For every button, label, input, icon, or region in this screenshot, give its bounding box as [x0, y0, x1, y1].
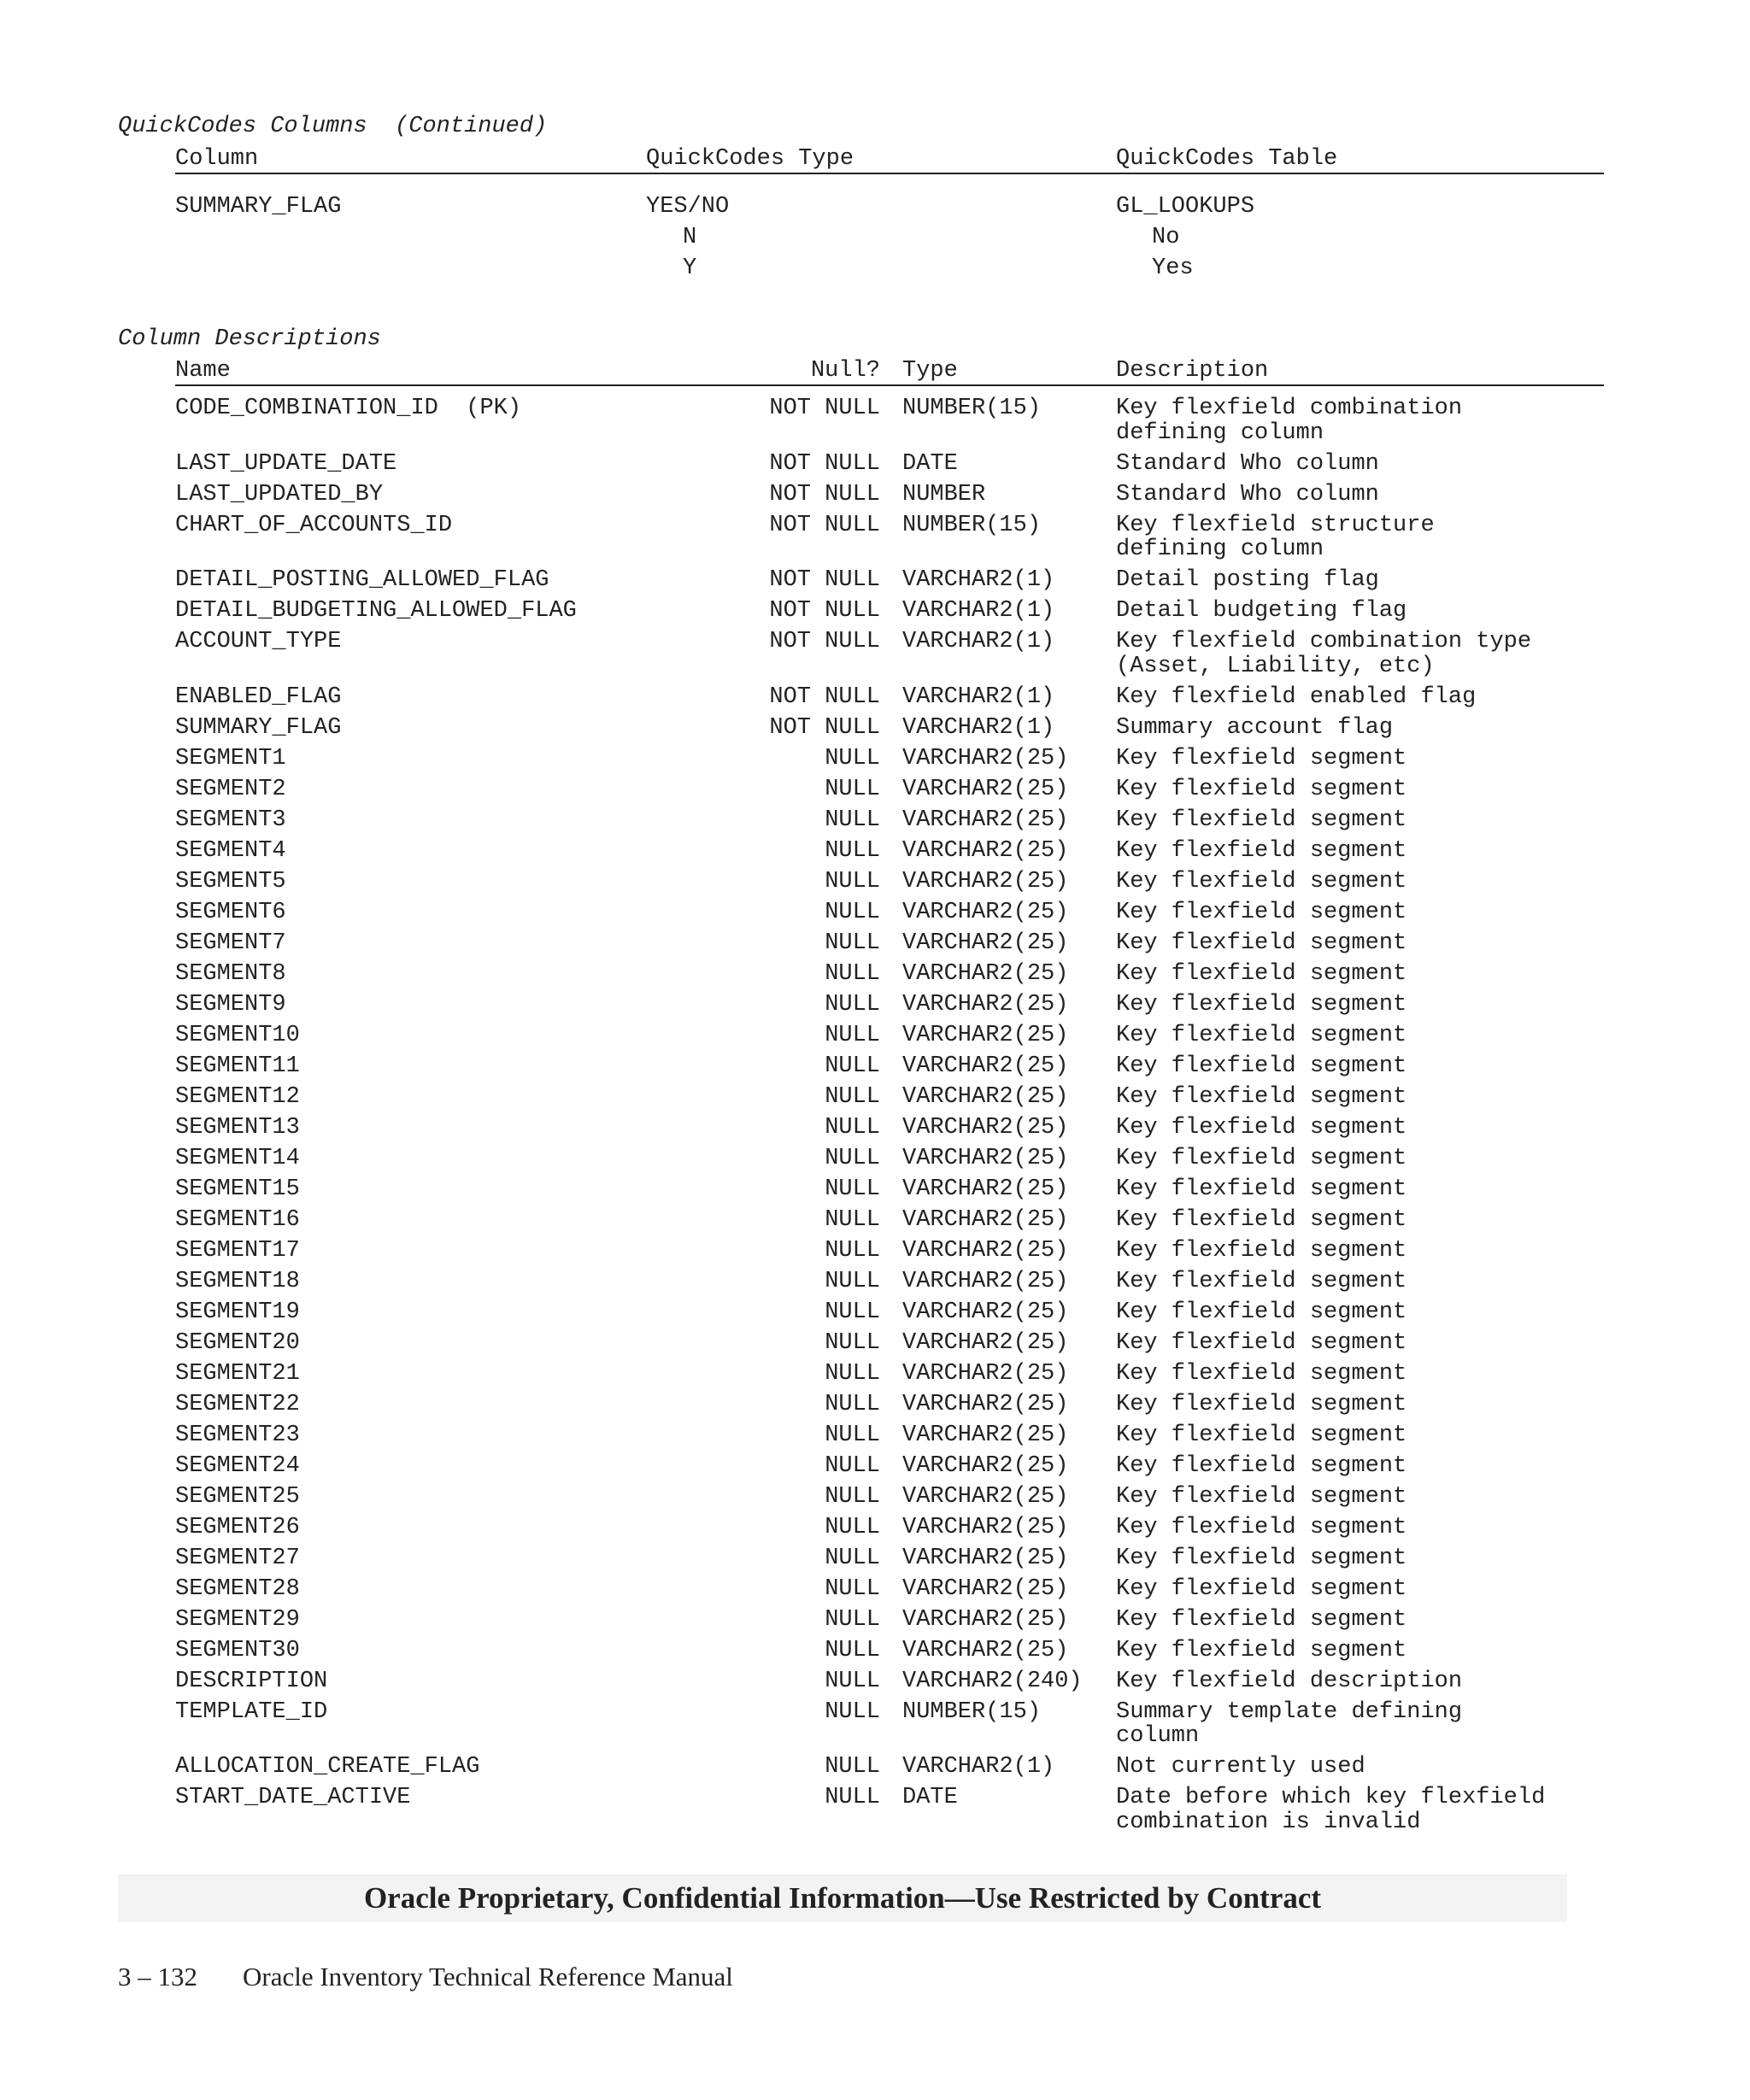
cell-null: NULL — [825, 1422, 880, 1448]
table-row — [0, 1116, 1750, 1147]
cell-description: Key flexfield segment — [1116, 868, 1407, 895]
table-row — [0, 1608, 1750, 1639]
cell-description: Key flexfield segment — [1116, 1145, 1407, 1171]
cell-null: NOT NULL — [769, 683, 880, 710]
desc-header-rule — [175, 384, 1604, 386]
table-row — [0, 1669, 1750, 1700]
qc-header-column: Column — [175, 146, 259, 172]
table-row — [0, 1786, 1750, 1841]
table-row — [0, 1177, 1750, 1208]
qc-cell-type: YES/NO — [646, 194, 730, 220]
cell-description: Key flexfield segment — [1116, 1360, 1407, 1387]
qc-cell-table: Yes — [1152, 255, 1194, 281]
cell-null: NULL — [825, 1514, 880, 1540]
cell-null: NULL — [825, 776, 880, 802]
cell-null: NULL — [825, 899, 880, 925]
cell-type: VARCHAR2(25) — [902, 1545, 1069, 1571]
cell-name: SEGMENT22 — [175, 1391, 300, 1417]
desc-header-desc: Description — [1116, 358, 1269, 384]
cell-name: SEGMENT8 — [175, 960, 286, 987]
cell-name: SEGMENT15 — [175, 1176, 300, 1202]
cell-name: SUMMARY_FLAG — [175, 714, 342, 741]
table-row — [0, 1516, 1750, 1546]
cell-type: VARCHAR2(25) — [902, 1329, 1069, 1356]
cell-null: NULL — [825, 1053, 880, 1079]
table-row — [0, 568, 1750, 599]
table-row — [0, 1054, 1750, 1085]
cell-name: ACCOUNT_TYPE — [175, 629, 342, 654]
table-row — [0, 993, 1750, 1024]
cell-description: Key flexfield segment — [1116, 991, 1407, 1018]
table-row — [0, 1300, 1750, 1331]
cell-type: VARCHAR2(25) — [902, 1145, 1069, 1171]
cell-name: CODE_COMBINATION_ID (PK) — [175, 396, 522, 421]
table-row — [0, 1755, 1750, 1786]
cell-description: Key flexfield segment — [1116, 745, 1407, 771]
cell-description: Key flexfield segment — [1116, 1206, 1407, 1233]
cell-type: VARCHAR2(25) — [902, 930, 1069, 956]
table-row — [0, 1362, 1750, 1393]
manual-title: Oracle Inventory Technical Reference Manual — [243, 1962, 733, 1991]
cell-type: VARCHAR2(1) — [902, 567, 1055, 593]
cell-description: Key flexfield segment — [1116, 1176, 1407, 1202]
cell-name: LAST_UPDATE_DATE — [175, 450, 397, 477]
cell-name: SEGMENT20 — [175, 1329, 300, 1356]
cell-null: NULL — [825, 930, 880, 956]
cell-type: VARCHAR2(25) — [902, 1083, 1069, 1110]
cell-null: NULL — [825, 960, 880, 987]
qc-cell-type: Y — [683, 255, 697, 281]
cell-description: Key flexfield segment — [1116, 1545, 1407, 1571]
cell-type: NUMBER(15) — [902, 1698, 1042, 1725]
cell-null: NULL — [825, 1698, 880, 1725]
cell-name: SEGMENT23 — [175, 1422, 300, 1448]
cell-type: VARCHAR2(25) — [902, 1606, 1069, 1633]
cell-type: VARCHAR2(25) — [902, 1237, 1069, 1264]
cell-name: SEGMENT3 — [175, 807, 286, 833]
cell-description: Key flexfield segment — [1116, 807, 1407, 833]
cell-null: NOT NULL — [769, 629, 880, 654]
cell-name: SEGMENT24 — [175, 1452, 300, 1479]
cell-name: SEGMENT12 — [175, 1083, 300, 1110]
cell-name: LAST_UPDATED_BY — [175, 481, 384, 507]
quickcodes-title: QuickCodes Columns (Continued) — [118, 114, 548, 139]
cell-null: NULL — [825, 1206, 880, 1233]
cell-null: NULL — [825, 1452, 880, 1479]
table-row — [0, 1423, 1750, 1454]
cell-type: VARCHAR2(1) — [902, 598, 1055, 624]
cell-type: VARCHAR2(1) — [902, 629, 1055, 654]
cell-null: NULL — [825, 1391, 880, 1417]
qc-row — [0, 191, 1750, 222]
cell-name: TEMPLATE_ID — [175, 1698, 328, 1725]
cell-type: VARCHAR2(25) — [902, 1422, 1069, 1448]
cell-type: VARCHAR2(1) — [902, 683, 1055, 710]
cell-null: NOT NULL — [769, 567, 880, 593]
cell-description: Key flexfield segment — [1116, 1268, 1407, 1294]
cell-type: VARCHAR2(25) — [902, 807, 1069, 833]
descriptions-table — [0, 396, 1750, 1841]
desc-header-name: Name — [175, 358, 231, 384]
table-row — [0, 1331, 1750, 1362]
cell-null: NULL — [825, 1022, 880, 1048]
cell-description: Summary template defining column — [1116, 1698, 1463, 1749]
cell-null: NULL — [825, 868, 880, 895]
cell-description: Key flexfield combination defining column — [1116, 396, 1463, 446]
cell-null: NULL — [825, 837, 880, 864]
cell-type: VARCHAR2(25) — [902, 1206, 1069, 1233]
cell-type: NUMBER(15) — [902, 512, 1042, 538]
cell-null: NULL — [825, 1176, 880, 1202]
table-row — [0, 1485, 1750, 1516]
cell-null: NULL — [825, 1083, 880, 1110]
table-row — [0, 1546, 1750, 1577]
cell-type: VARCHAR2(25) — [902, 868, 1069, 895]
cell-null: NULL — [825, 991, 880, 1018]
cell-description: Date before which key flexfield combination is invalid — [1116, 1785, 1546, 1835]
cell-name: SEGMENT7 — [175, 930, 286, 956]
cell-type: NUMBER(15) — [902, 396, 1042, 421]
qc-header-rule — [175, 173, 1604, 174]
cell-name: DETAIL_POSTING_ALLOWED_FLAG — [175, 567, 549, 593]
cell-null: NULL — [825, 1545, 880, 1571]
qc-row — [0, 253, 1750, 284]
table-row — [0, 396, 1750, 452]
cell-name: SEGMENT1 — [175, 745, 286, 771]
table-row — [0, 777, 1750, 808]
table-row — [0, 513, 1750, 569]
cell-null: NOT NULL — [769, 714, 880, 741]
cell-type: VARCHAR2(25) — [902, 745, 1069, 771]
table-row — [0, 599, 1750, 630]
cell-description: Key flexfield combination type (Asset, Liability, etc) — [1116, 629, 1532, 679]
cell-name: DESCRIPTION — [175, 1668, 328, 1694]
cell-null: NULL — [825, 1785, 880, 1810]
cell-description: Summary account flag — [1116, 714, 1394, 741]
table-row — [0, 870, 1750, 900]
cell-type: DATE — [902, 1785, 958, 1810]
qc-cell-table: No — [1152, 225, 1180, 250]
desc-header-type: Type — [902, 358, 958, 384]
table-row — [0, 1085, 1750, 1116]
table-row — [0, 716, 1750, 747]
cell-description: Key flexfield segment — [1116, 1422, 1407, 1448]
cell-null: NOT NULL — [769, 481, 880, 507]
cell-type: VARCHAR2(25) — [902, 1360, 1069, 1387]
table-row — [0, 630, 1750, 685]
cell-null: NOT NULL — [769, 598, 880, 624]
table-row — [0, 1454, 1750, 1485]
descriptions-title: Column Descriptions — [118, 326, 381, 352]
cell-null: NULL — [825, 1114, 880, 1141]
table-row — [0, 900, 1750, 931]
cell-description: Key flexfield segment — [1116, 1452, 1407, 1479]
cell-null: NOT NULL — [769, 450, 880, 477]
cell-type: VARCHAR2(240) — [902, 1668, 1083, 1694]
desc-header-null: Null? — [810, 358, 880, 384]
cell-name: SEGMENT18 — [175, 1268, 300, 1294]
cell-type: VARCHAR2(25) — [902, 1483, 1069, 1510]
cell-name: SEGMENT2 — [175, 776, 286, 802]
cell-description: Key flexfield segment — [1116, 1114, 1407, 1141]
table-row — [0, 931, 1750, 962]
cell-null: NULL — [825, 1360, 880, 1387]
table-row — [0, 747, 1750, 777]
table-row — [0, 1270, 1750, 1300]
cell-name: SEGMENT26 — [175, 1514, 300, 1540]
qc-cell-column: SUMMARY_FLAG — [175, 194, 342, 220]
cell-type: VARCHAR2(25) — [902, 1637, 1069, 1663]
cell-description: Key flexfield structure defining column — [1116, 512, 1435, 562]
cell-null: NULL — [825, 1268, 880, 1294]
table-row — [0, 483, 1750, 513]
cell-name: SEGMENT11 — [175, 1053, 300, 1079]
cell-null: NOT NULL — [769, 396, 880, 421]
cell-type: VARCHAR2(1) — [902, 714, 1055, 741]
cell-type: VARCHAR2(25) — [902, 899, 1069, 925]
qc-header-type: QuickCodes Type — [646, 146, 854, 172]
cell-description: Key flexfield segment — [1116, 1637, 1407, 1663]
cell-description: Key flexfield segment — [1116, 1391, 1407, 1417]
cell-type: VARCHAR2(25) — [902, 1514, 1069, 1540]
cell-description: Detail budgeting flag — [1116, 598, 1407, 624]
qc-row — [0, 222, 1750, 253]
confidential-banner: Oracle Proprietary, Confidential Information––Use Restricted by Contract — [118, 1874, 1567, 1922]
cell-type: VARCHAR2(25) — [902, 1452, 1069, 1479]
cell-name: SEGMENT21 — [175, 1360, 300, 1387]
cell-description: Not currently used — [1116, 1754, 1365, 1780]
cell-type: VARCHAR2(25) — [902, 1299, 1069, 1325]
cell-name: SEGMENT13 — [175, 1114, 300, 1141]
cell-description: Key flexfield segment — [1116, 1022, 1407, 1048]
cell-null: NULL — [825, 1483, 880, 1510]
cell-description: Key flexfield segment — [1116, 899, 1407, 925]
cell-null: NULL — [825, 1668, 880, 1694]
table-row — [0, 1639, 1750, 1669]
cell-null: NULL — [825, 1237, 880, 1264]
cell-description: Key flexfield segment — [1116, 1237, 1407, 1264]
cell-name: SEGMENT16 — [175, 1206, 300, 1233]
cell-type: NUMBER — [902, 481, 986, 507]
table-row — [0, 1393, 1750, 1423]
cell-type: DATE — [902, 450, 958, 477]
cell-null: NULL — [825, 1299, 880, 1325]
cell-type: VARCHAR2(25) — [902, 1268, 1069, 1294]
table-row — [0, 1239, 1750, 1270]
cell-description: Key flexfield segment — [1116, 1606, 1407, 1633]
cell-null: NULL — [825, 1606, 880, 1633]
cell-description: Key flexfield segment — [1116, 960, 1407, 987]
table-row — [0, 839, 1750, 870]
cell-description: Detail posting flag — [1116, 567, 1379, 593]
cell-name: SEGMENT10 — [175, 1022, 300, 1048]
cell-null: NULL — [825, 1329, 880, 1356]
cell-name: CHART_OF_ACCOUNTS_ID — [175, 512, 453, 538]
qc-cell-table: GL_LOOKUPS — [1116, 194, 1255, 220]
cell-type: VARCHAR2(25) — [902, 1575, 1069, 1602]
cell-description: Key flexfield segment — [1116, 1329, 1407, 1356]
cell-type: VARCHAR2(1) — [902, 1754, 1055, 1780]
cell-description: Key flexfield segment — [1116, 1483, 1407, 1510]
cell-type: VARCHAR2(25) — [902, 1114, 1069, 1141]
cell-description: Standard Who column — [1116, 481, 1379, 507]
cell-description: Key flexfield segment — [1116, 1514, 1407, 1540]
cell-description: Key flexfield description — [1116, 1668, 1463, 1694]
cell-null: NULL — [825, 1754, 880, 1780]
cell-name: SEGMENT5 — [175, 868, 286, 895]
table-row — [0, 685, 1750, 716]
table-row — [0, 1700, 1750, 1756]
table-row — [0, 1024, 1750, 1054]
cell-null: NULL — [825, 1145, 880, 1171]
cell-name: SEGMENT30 — [175, 1637, 300, 1663]
cell-description: Key flexfield segment — [1116, 930, 1407, 956]
qc-header-table: QuickCodes Table — [1116, 146, 1338, 172]
cell-name: SEGMENT28 — [175, 1575, 300, 1602]
cell-type: VARCHAR2(25) — [902, 960, 1069, 987]
cell-name: SEGMENT17 — [175, 1237, 300, 1264]
cell-type: VARCHAR2(25) — [902, 991, 1069, 1018]
table-row — [0, 962, 1750, 993]
cell-null: NULL — [825, 807, 880, 833]
cell-null: NULL — [825, 745, 880, 771]
cell-name: SEGMENT6 — [175, 899, 286, 925]
table-row — [0, 1577, 1750, 1608]
table-row — [0, 808, 1750, 839]
cell-name: SEGMENT14 — [175, 1145, 300, 1171]
cell-name: SEGMENT27 — [175, 1545, 300, 1571]
cell-name: SEGMENT9 — [175, 991, 286, 1018]
cell-name: SEGMENT29 — [175, 1606, 300, 1633]
page-number: 3 – 132 — [118, 1962, 197, 1991]
cell-type: VARCHAR2(25) — [902, 776, 1069, 802]
cell-description: Key flexfield segment — [1116, 1053, 1407, 1079]
cell-name: ALLOCATION_CREATE_FLAG — [175, 1754, 480, 1780]
cell-name: SEGMENT25 — [175, 1483, 300, 1510]
cell-name: START_DATE_ACTIVE — [175, 1785, 411, 1810]
cell-type: VARCHAR2(25) — [902, 1391, 1069, 1417]
cell-description: Key flexfield segment — [1116, 1299, 1407, 1325]
cell-null: NULL — [825, 1637, 880, 1663]
cell-description: Key flexfield segment — [1116, 776, 1407, 802]
cell-name: DETAIL_BUDGETING_ALLOWED_FLAG — [175, 598, 577, 624]
cell-null: NULL — [825, 1575, 880, 1602]
cell-type: VARCHAR2(25) — [902, 1053, 1069, 1079]
cell-description: Standard Who column — [1116, 450, 1379, 477]
cell-null: NOT NULL — [769, 512, 880, 538]
cell-type: VARCHAR2(25) — [902, 1176, 1069, 1202]
cell-name: SEGMENT19 — [175, 1299, 300, 1325]
qc-cell-type: N — [683, 225, 697, 250]
cell-description: Key flexfield segment — [1116, 1083, 1407, 1110]
table-row — [0, 452, 1750, 483]
cell-description: Key flexfield segment — [1116, 837, 1407, 864]
table-row — [0, 1147, 1750, 1177]
cell-description: Key flexfield segment — [1116, 1575, 1407, 1602]
cell-description: Key flexfield enabled flag — [1116, 683, 1477, 710]
cell-type: VARCHAR2(25) — [902, 837, 1069, 864]
cell-type: VARCHAR2(25) — [902, 1022, 1069, 1048]
table-row — [0, 1208, 1750, 1239]
cell-name: SEGMENT4 — [175, 837, 286, 864]
cell-name: ENABLED_FLAG — [175, 683, 342, 710]
